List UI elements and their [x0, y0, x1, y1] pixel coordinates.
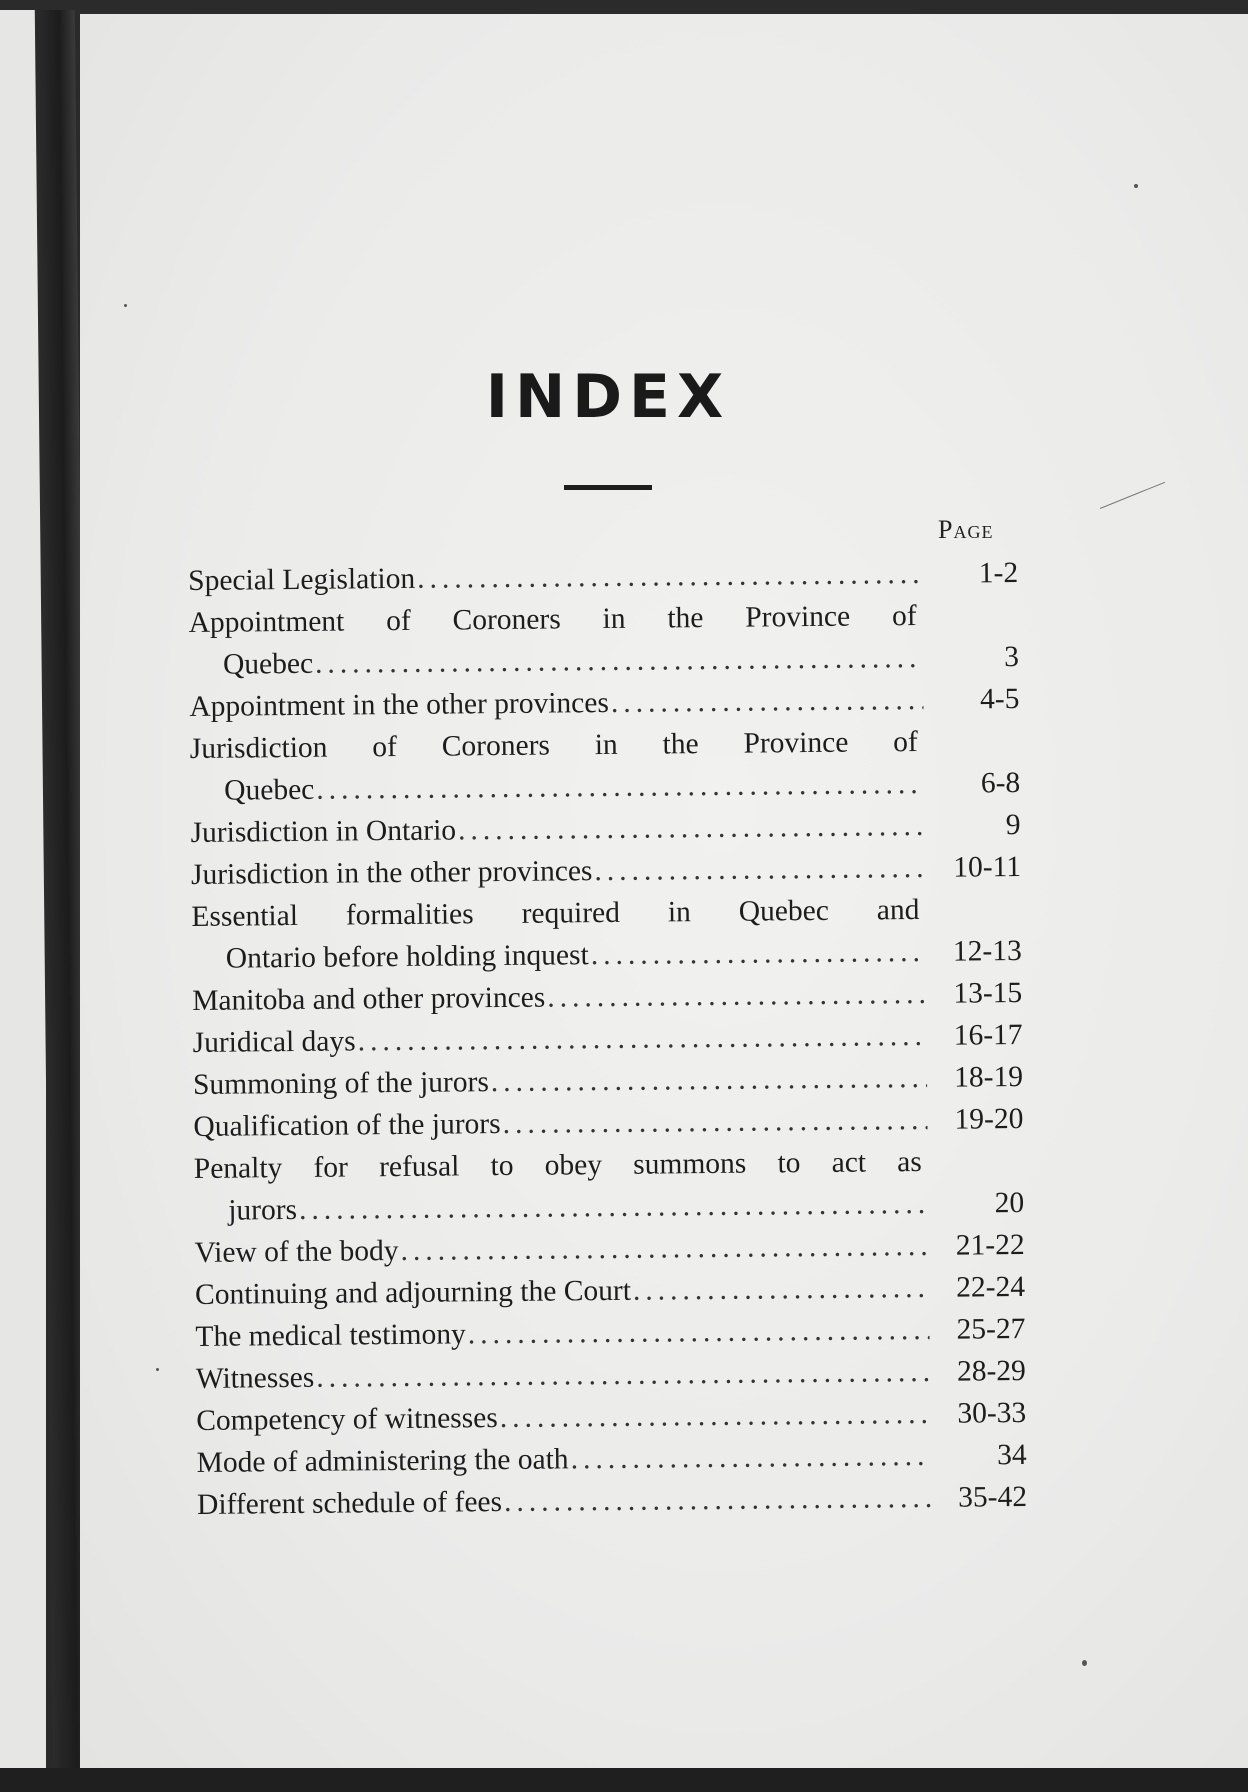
- index-entry-page: 21-22: [955, 1229, 1025, 1262]
- index-entry-title: Qualification of the jurors: [193, 1108, 501, 1143]
- index-entry-page: 35-42: [958, 1480, 1028, 1514]
- dot-leader: [611, 679, 924, 724]
- index-entry-continuation: Quebec: [222, 647, 314, 681]
- index-entry-page: 25-27: [956, 1312, 1026, 1346]
- index-entry-title: Special Legislation: [188, 562, 416, 597]
- dot-leader: [357, 1015, 926, 1062]
- index-entry-page: 1-2: [978, 557, 1019, 590]
- index-entry: [191, 888, 1022, 980]
- index-title: INDEX: [485, 362, 731, 432]
- index-entry-title: Summoning of the jurors: [192, 1066, 489, 1101]
- index-entry-line: [197, 1476, 1027, 1526]
- index-entry-title: Jurisdiction of Coroners in the Province of: [189, 726, 918, 765]
- index-entry-title: Mode of administering the oath: [196, 1443, 569, 1479]
- index-entry-title: Continuing and adjourning the Court: [194, 1274, 632, 1311]
- scan-scratch: [1100, 482, 1165, 509]
- dot-leader: [502, 1099, 927, 1145]
- index-entry: [194, 1140, 1025, 1232]
- index-entry-title: The medical testimony: [195, 1318, 466, 1353]
- index-entry-continuation: Ontario before holding inquest: [225, 939, 589, 975]
- dot-leader: [504, 1477, 931, 1523]
- index-entry-line: [190, 721, 918, 770]
- dot-leader: [299, 1183, 929, 1231]
- index-entry-line: [188, 595, 916, 644]
- index-entry-title: View of the body: [194, 1235, 399, 1269]
- ink-speck: [1134, 184, 1138, 188]
- index-entry-continuation: Quebec: [224, 773, 315, 807]
- dot-leader: [468, 1309, 930, 1355]
- dot-leader: [315, 637, 923, 685]
- index-entry: [190, 720, 1021, 812]
- index-entry-title: Jurisdiction in the other provinces: [190, 855, 593, 891]
- dot-leader: [316, 763, 924, 811]
- ink-speck: [156, 1368, 159, 1371]
- index-entry-title: Juridical days: [192, 1025, 356, 1059]
- index-entry-title: Different schedule of fees: [196, 1486, 503, 1521]
- index-entry: [197, 1476, 1027, 1526]
- index-entry-continuation: jurors: [228, 1193, 298, 1227]
- dot-leader: [591, 931, 926, 976]
- scan-bottom-edge: [0, 1768, 1248, 1792]
- dot-leader: [500, 1393, 931, 1439]
- index-entry-page: 28-29: [956, 1354, 1026, 1388]
- scan-top-edge: [0, 0, 1248, 14]
- dot-leader: [458, 805, 925, 851]
- index-entry-page: 10-11: [953, 851, 1022, 884]
- dot-leader: [417, 553, 922, 600]
- index-entry-title: Penalty for refusal to obey summons to act as: [193, 1145, 922, 1185]
- title-rule: [564, 485, 652, 490]
- index-entry-page: 6-8: [980, 767, 1021, 800]
- index-entry-page: 4-5: [979, 683, 1020, 716]
- index-entry: [188, 594, 1019, 686]
- dot-leader: [570, 1435, 930, 1480]
- index-entry-page: 13-15: [953, 977, 1023, 1010]
- index-entry-page: 30-33: [957, 1396, 1027, 1430]
- index-entry-title: Competency of witnesses: [196, 1402, 498, 1437]
- dot-leader: [316, 1351, 930, 1399]
- index-entry-page: 18-19: [954, 1061, 1024, 1094]
- dot-leader: [594, 847, 925, 892]
- index-entry-page: 19-20: [954, 1103, 1024, 1136]
- index-entry-title: Jurisdiction in Ontario: [190, 814, 457, 849]
- index-entry-line: [191, 889, 919, 938]
- index-entry-page: 3: [1004, 641, 1020, 674]
- dot-leader: [633, 1267, 929, 1312]
- dot-leader: [491, 1057, 928, 1103]
- index-entry-title: Witnesses: [195, 1361, 315, 1395]
- index-entry-page: 9: [1005, 809, 1021, 842]
- dot-leader: [547, 973, 926, 1019]
- index-entry-title: Appointment of Coroners in the Province of: [188, 600, 917, 639]
- ink-speck: [124, 304, 127, 307]
- index-entry-page: 20: [994, 1187, 1025, 1220]
- index-entry-title: Appointment in the other provinces: [189, 686, 610, 723]
- index-entry-line: [194, 1141, 922, 1190]
- index-entries: [188, 552, 1027, 1526]
- index-entry-title: Essential formalities required in Quebec and: [191, 893, 920, 933]
- index-entry-title: Manitoba and other provinces: [192, 981, 546, 1017]
- dot-leader: [400, 1225, 929, 1272]
- index-entry-page: 16-17: [953, 1019, 1023, 1052]
- index-entry-page: 22-24: [956, 1270, 1026, 1304]
- index-entry-page: 12-13: [952, 935, 1022, 968]
- page-column-label: Page: [938, 515, 994, 544]
- ink-speck: [1082, 1660, 1087, 1666]
- index-entry-page: 34: [996, 1438, 1027, 1472]
